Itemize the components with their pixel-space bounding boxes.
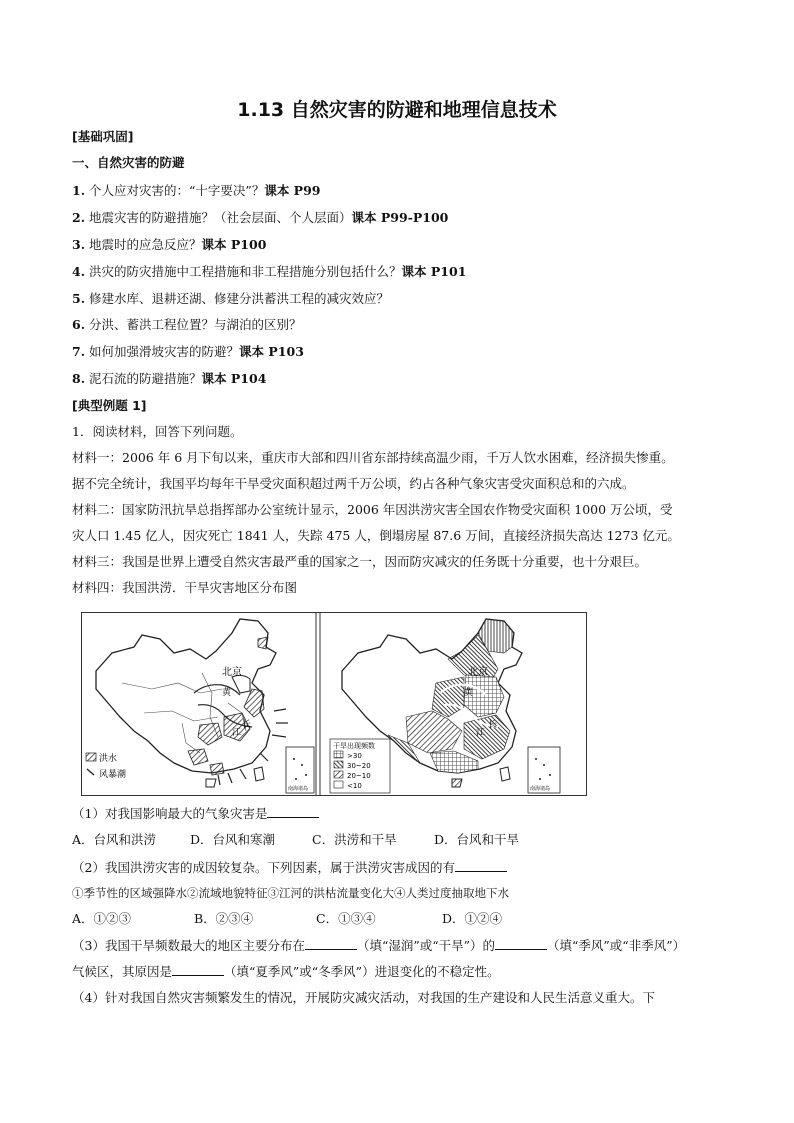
right-label-huang: 黄 [464, 688, 474, 698]
question-item-5 [72, 290, 734, 308]
textbook-reference: 课本 P101 [401, 264, 467, 279]
material-2-line-1: 材料二：国家防汛抗旱总指挥部办公室统计显示，2006 年因洪涝灾害全国农作物受灾面积 1000 万公顷，受 [72, 502, 673, 517]
question-item-7 [72, 343, 734, 361]
q1-option-b[interactable]: D．台风和寒潮 [190, 832, 276, 847]
question-1: （1）对我国影响最大的气象灾害是 [72, 805, 734, 823]
left-inset-label: 南海诸岛 [288, 786, 309, 792]
drought-map [330, 619, 560, 793]
question-text: 地震时的应急反应？ [85, 237, 202, 252]
question-item-6 [72, 316, 734, 334]
question-1-options [72, 831, 734, 849]
q2-option-b[interactable]: B．②③④ [194, 911, 254, 926]
question-number: 5. [72, 291, 86, 306]
left-label-jiang: 江 [232, 728, 242, 738]
textbook-reference: 课本 P99 [264, 183, 321, 198]
question-3-line-1: （3）我国干旱频数最大的地区主要分布在 （填“湿润”或“干旱”）的 （填“季风”或“非季风”） [72, 938, 686, 953]
textbook-reference: 课本 P99-P100 [351, 210, 449, 225]
q2-option-a[interactable]: A．①②③ [72, 911, 132, 926]
legend-drought-30-20: 30~20 [347, 762, 371, 770]
question-item-8 [72, 370, 734, 388]
right-label-jiang: 江 [476, 728, 486, 738]
heading-disaster-avoidance: 一、自然灾害的防避 [72, 155, 185, 170]
section-example: [典型例题 1] [72, 398, 147, 413]
question-text: 地震灾害的防避措施？（社会层面、个人层面） [85, 210, 352, 225]
question-2-factors: ①季节性的区域强降水②流域地貌特征③江河的洪枯流量变化大④人类过度抽取地下水 [72, 886, 509, 900]
question-number: 3. [72, 237, 86, 252]
q2-option-d[interactable]: D．①②④ [442, 911, 503, 926]
left-label-beijing: 北京 [222, 667, 242, 678]
intro-text: 1．阅读材料，回答下列问题。 [72, 424, 243, 439]
answer-blank-q1[interactable] [267, 805, 319, 818]
material-3: 材料三：我国是世界上遭受自然灾害最严重的国家之一，因而防灾减灾的任务既十分重要，也十分艰巨。 [72, 554, 648, 569]
answer-blank-q2[interactable] [455, 859, 507, 872]
question-item-2 [72, 209, 734, 227]
q1-option-a[interactable]: A．台风和洪涝 [72, 832, 157, 847]
question-number: 6. [72, 317, 86, 332]
answer-blank-q3-reason[interactable] [172, 963, 224, 976]
legend-drought-lt10: <10 [347, 782, 362, 790]
section-basic: [基础巩固] [72, 129, 134, 144]
question-text: 如何加强滑坡灾害的防避？ [85, 344, 240, 359]
question-text: 修建水库、退耕还湖、修建分洪蓄洪工程的减灾效应？ [85, 291, 390, 306]
question-text: 泥石流的防避措施？ [85, 371, 202, 386]
right-label-beijing: 北京 [468, 667, 488, 678]
material-2-line-2: 灾人口 1.45 亿人，因灾死亡 1841 人，失踪 475 人，倒塌房屋 87.6 万间，直接经济损失高达 1273 亿元。 [72, 528, 680, 543]
q1-option-c[interactable]: C．洪涝和干旱 [312, 832, 397, 847]
legend-drought-title: 干旱出现频数 [333, 742, 375, 750]
question-item-1 [72, 182, 734, 200]
answer-blank-q3-region[interactable] [305, 937, 357, 950]
q1-option-d[interactable]: D．台风和干旱 [434, 832, 520, 847]
question-2: （2）我国洪涝灾害的成因较复杂。下列因素，属于洪涝灾害成因的有 [72, 859, 734, 877]
left-label-chang: 长 [242, 720, 252, 730]
question-number: 8. [72, 371, 86, 386]
question-text: 个人应对灾害的：“十字要决”？ [85, 183, 265, 198]
question-number: 7. [72, 344, 86, 359]
question-item-3 [72, 236, 734, 254]
left-label-huang: 黄 [222, 688, 232, 698]
question-number: 2. [72, 210, 86, 225]
material-1-line-1: 材料一：2006 年 6 月下旬以来，重庆市大部和四川省东部持续高温少雨，千万人饮水困难，经济损失惨重。 [72, 450, 674, 465]
right-label-chang: 长 [488, 720, 498, 730]
flood-map [86, 619, 314, 793]
question-number: 1. [72, 183, 86, 198]
question-text: 洪灾的防灾措施中工程措施和非工程措施分别包括什么？ [85, 264, 402, 279]
question-item-4 [72, 263, 734, 281]
page-title: 1.13 自然灾害的防避和地理信息技术 [237, 99, 557, 121]
question-number: 4. [72, 264, 86, 279]
question-text: 分洪、蓄洪工程位置？与湖泊的区别？ [85, 317, 302, 332]
legend-drought-20-10: 20~10 [347, 772, 371, 780]
textbook-reference: 课本 P100 [201, 237, 267, 252]
right-inset-label: 南海诸岛 [530, 786, 551, 792]
material-4: 材料四：我国洪涝．干旱灾害地区分布图 [72, 580, 298, 595]
disaster-distribution-map [81, 612, 587, 796]
legend-storm-surge: 风暴潮 [99, 770, 127, 780]
answer-blank-q3-climate[interactable] [495, 937, 547, 950]
question-4: （4）针对我国自然灾害频繁发生的情况，开展防灾减灾活动，对我国的生产建设和人民生活意义重大。下 [72, 990, 655, 1005]
material-1-line-2: 据不完全统计，我国平均每年干旱受灾面积超过两千万公顷，约占各种气象灾害受灾面积总和的六成。 [72, 476, 635, 491]
legend-drought-gt30: >30 [347, 752, 362, 760]
q2-option-c[interactable]: C．①③④ [316, 911, 376, 926]
question-2-options [72, 910, 734, 928]
textbook-reference: 课本 P104 [201, 371, 267, 386]
question-3-line-2: 气候区，其原因是 （填“夏季风”或“冬季风”）进退变化的不稳定性。 [72, 964, 500, 979]
textbook-reference: 课本 P103 [239, 344, 304, 359]
legend-flood: 洪水 [99, 754, 118, 764]
